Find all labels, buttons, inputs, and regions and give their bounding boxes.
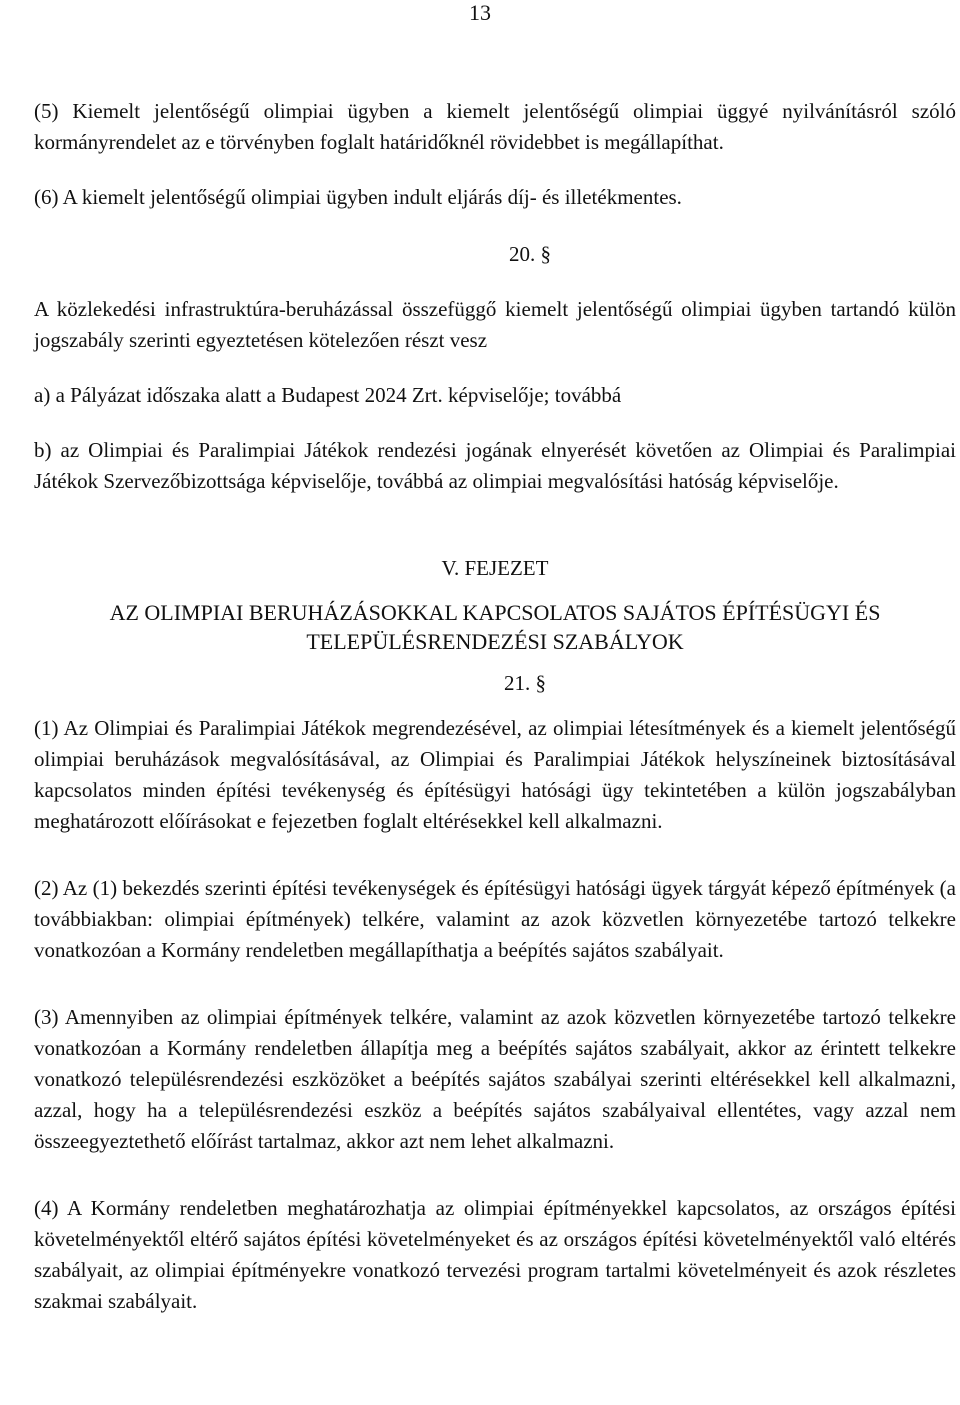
section-21-paragraph-2: (2) Az (1) bekezdés szerinti építési tevékenységek és építésügyi hatósági ügyek tárgyát képező építmények (a továbbiakban: olimpiai építmények) telkére, valamint az azok közvetlen környezetébe tartozó telkekre vonatkozóan a Kormány rendeletben megállapíthatja a beépítés sajátos szabályait. xyxy=(34,876,956,962)
section-20-intro: A közlekedési infrastruktúra-beruházással összefüggő kiemelt jelentőségű olimpiai ügyben tartandó külön jogszabály szerinti egyeztetésen kötelezően részt vesz xyxy=(34,297,956,352)
section-20-item-a: a) a Pályázat időszaka alatt a Budapest 2024 Zrt. képviselője; továbbá xyxy=(34,383,622,407)
paragraph-5: (5) Kiemelt jelentőségű olimpiai ügyben a kiemelt jelentőségű olimpiai üggyé nyilvánításról szóló kormányrendelet az e törvényben foglalt határidőknél rövidebbet is megállapíthat. xyxy=(34,99,956,154)
chapter-title-line-1: AZ OLIMPIAI BERUHÁZÁSOKKAL KAPCSOLATOS SAJÁTOS ÉPÍTÉSÜGYI ÉS xyxy=(109,600,881,625)
section-20-heading: 20. § xyxy=(509,242,551,266)
chapter-title-line-2: TELEPÜLÉSRENDEZÉSI SZABÁLYOK xyxy=(306,629,684,654)
document-body xyxy=(34,96,956,1317)
section-21-paragraph-3: (3) Amennyiben az olimpiai építmények telkére, valamint az azok közvetlen környezetébe tartozó telkekre vonatkozóan a Kormány rendeletben állapítja meg a beépítés sajátos szabályait, akkor az érintett telkekre vonatkozó településrendezési eszközöket a beépítés sajátos szabályai szerinti eltérésekkel kell alkalmazni, azzal, hogy ha a településrendezési eszköz a beépítés sajátos szabályaival ellentétes, vagy azzal nem összeegyeztethető előírást tartalmaz, akkor azt nem lehet alkalmazni. xyxy=(34,1005,956,1153)
chapter-heading: V. FEJEZET xyxy=(441,556,549,580)
section-21-paragraph-1: (1) Az Olimpiai és Paralimpiai Játékok megrendezésével, az olimpiai létesítmények és a kiemelt jelentőségű olimpiai beruházások megvalósításával, az Olimpiai és Paralimpiai Játékok helyszíneinek biztosításával kapcsolatos minden építési tevékenység és építésügyi hatósági ügy tekintetében a külön jogszabályban meghatározott előírásokat e fejezetben foglalt eltérésekkel kell alkalmazni. xyxy=(34,716,956,833)
section-21-heading: 21. § xyxy=(504,671,546,695)
section-21-paragraph-4: (4) A Kormány rendeletben meghatározhatja az olimpiai építményekkel kapcsolatos, az országos építési követelményektől eltérő sajátos építési követelményeket és az országos építési követelményektől való eltérés szabályait, az olimpiai építményekre vonatkozó tervezési program tartalmi követelményeit és azok részletes szakmai szabályait. xyxy=(34,1196,956,1313)
section-20-item-b: b) az Olimpiai és Paralimpiai Játékok rendezési jogának elnyerését követően az Olimpiai és Paralimpiai Játékok Szervezőbizottsága képviselője, továbbá az olimpiai megvalósítási hatóság képviselője. xyxy=(34,438,956,493)
chapter-title xyxy=(34,598,956,656)
page-number: 13 xyxy=(469,0,491,25)
paragraph-6: (6) A kiemelt jelentőségű olimpiai ügyben indult eljárás díj- és illetékmentes. xyxy=(34,185,682,209)
